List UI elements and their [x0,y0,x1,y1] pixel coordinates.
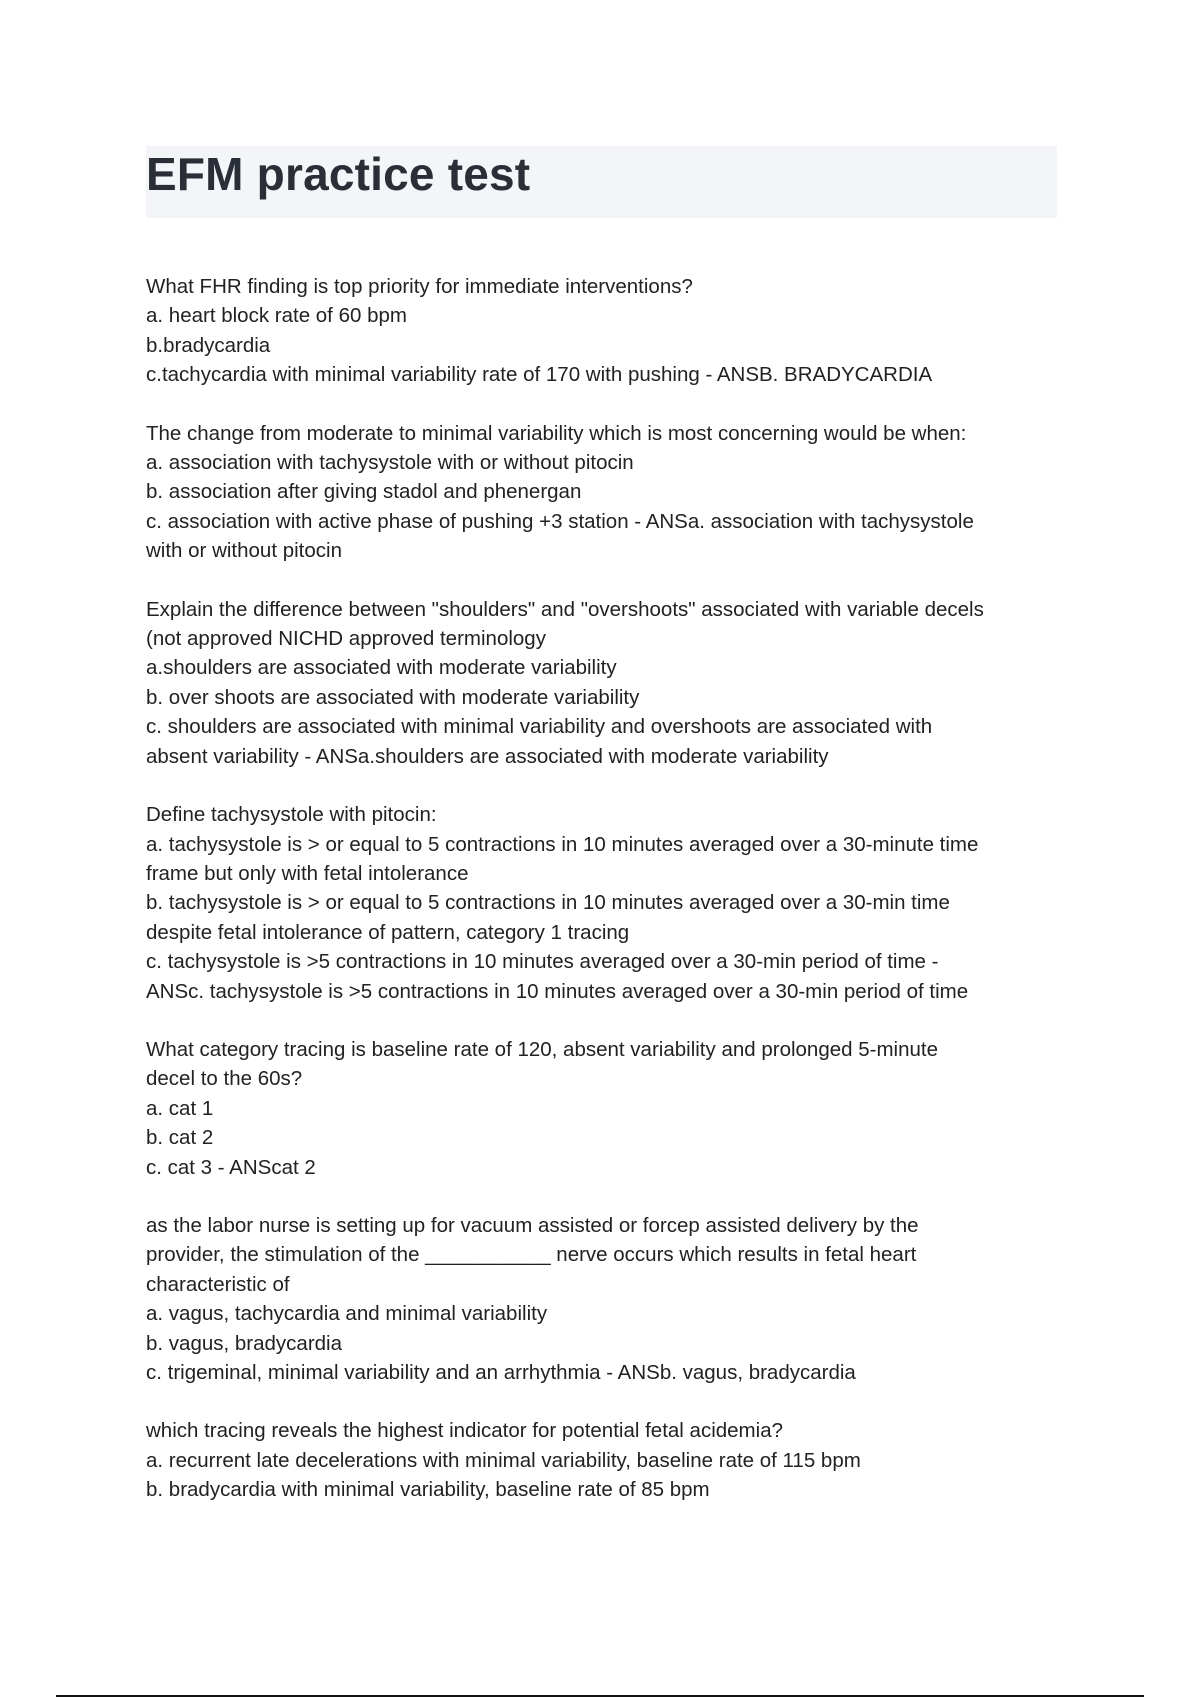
question-text: What category tracing is baseline rate of 120, absent variability and prolonged 5-minute [146,1037,938,1061]
answer-option: despite fetal intolerance of pattern, category 1 tracing [146,920,630,944]
answer-option: a. association with tachysystole with or without pitocin [146,451,634,475]
answer-option: a. cat 1 [146,1096,214,1120]
question-text: (not approved NICHD approved terminology [146,627,546,651]
question-block-6 [146,1211,1076,1387]
question-text: Define tachysystole with pitocin: [146,803,437,827]
answer-option: ANSc. tachysystole is >5 contractions in 10 minutes averaged over a 30-min period of time [146,979,969,1003]
question-block-7 [146,1416,1076,1504]
question-text: characteristic of [146,1272,290,1296]
question-block-2 [146,419,1076,566]
page-title: EFM practice test [146,148,531,200]
question-text: which tracing reveals the highest indicator for potential fetal acidemia? [146,1419,783,1443]
question-text: What FHR finding is top priority for immediate interventions? [146,275,693,298]
answer-option: a. vagus, tachycardia and minimal variability [146,1302,548,1326]
question-block-1 [146,272,1076,390]
question-text: decel to the 60s? [146,1067,303,1091]
question-text: The change from moderate to minimal variability which is most concerning would be when: [146,421,967,445]
answer-option: b. cat 2 [146,1126,214,1150]
answer-option: c. association with active phase of pushing +3 station - ANSa. association with tachysystole [146,509,974,533]
answer-option: a. recurrent late decelerations with minimal variability, baseline rate of 115 bpm [146,1448,861,1472]
answer-option: c. shoulders are associated with minimal variability and overshoots are associated with [146,715,933,739]
question-text: Explain the difference between "shoulders" and "overshoots" associated with variable decels [146,597,984,621]
answer-option: a.shoulders are associated with moderate variability [146,656,617,680]
answer-option: c. trigeminal, minimal variability and an arrhythmia - ANSb. vagus, bradycardia [146,1361,856,1384]
answer-option: absent variability - ANSa.shoulders are associated with moderate variability [146,744,829,768]
answer-option: c. tachysystole is >5 contractions in 10 minutes averaged over a 30-min period of time - [146,950,939,974]
answer-option: c. cat 3 - ANScat 2 [146,1155,316,1179]
answer-option: b. over shoots are associated with moderate variability [146,685,640,709]
answer-option: b. association after giving stadol and phenergan [146,480,582,504]
question-block-5 [146,1035,1076,1182]
answer-option: b.bradycardia [146,333,271,357]
question-text: provider, the stimulation of the ___________ nerve occurs which results in fetal heart [146,1243,917,1267]
answer-option: frame but only with fetal intolerance [146,861,469,885]
question-block-4 [146,800,1076,1006]
page-bottom-divider [56,1695,1144,1697]
answer-option: b. vagus, bradycardia [146,1331,343,1355]
answer-option: a. tachysystole is > or equal to 5 contractions in 10 minutes averaged over a 30-minute time [146,832,979,856]
answer-option: c.tachycardia with minimal variability rate of 170 with pushing - ANSB. BRADYCARDIA [146,363,933,387]
question-list [146,272,1076,1534]
answer-option: b. bradycardia with minimal variability, baseline rate of 85 bpm [146,1478,710,1502]
question-block-3 [146,595,1076,771]
question-text: as the labor nurse is setting up for vacuum assisted or forcep assisted delivery by the [146,1213,919,1237]
answer-option: b. tachysystole is > or equal to 5 contractions in 10 minutes averaged over a 30-min time [146,891,950,915]
answer-option: a. heart block rate of 60 bpm [146,304,407,328]
answer-option: with or without pitocin [146,539,342,563]
